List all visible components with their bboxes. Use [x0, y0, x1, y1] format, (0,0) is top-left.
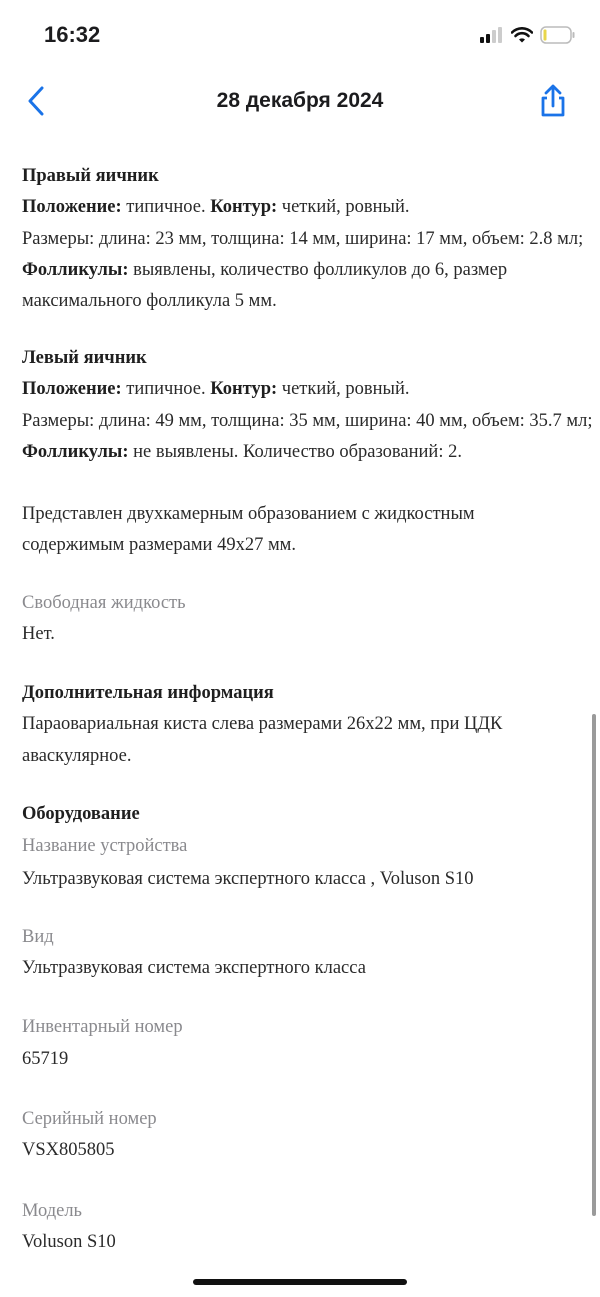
additional-info-text: Параовариальная киста слева размерами 26x22 мм, при ЦДК аваскулярное. [22, 714, 503, 766]
contour-value: четкий, ровный. [277, 197, 410, 218]
share-button[interactable] [538, 84, 568, 118]
follicles-label: Фолликулы: [22, 259, 129, 280]
field-value: 65719 [22, 1048, 69, 1069]
battery-icon [540, 26, 576, 44]
additional-info-title: Дополнительная информация [22, 683, 274, 703]
free-fluid-section [22, 588, 594, 651]
status-time: 16:32 [44, 22, 101, 47]
right-ovary-section [22, 161, 594, 317]
status-icons [480, 26, 576, 44]
field-label: Инвентарный номер [22, 1017, 183, 1038]
contour-label: Контур: [210, 197, 278, 218]
position-value: типичное. [121, 197, 211, 218]
contour-value: четкий, ровный. [277, 379, 410, 400]
page-title: 28 декабря 2024 [216, 89, 384, 112]
home-indicator[interactable] [193, 1279, 407, 1285]
field-label: Серийный номер [22, 1109, 157, 1130]
field-value: Voluson S10 [22, 1231, 116, 1252]
equipment-title: Оборудование [22, 804, 140, 824]
scrollbar[interactable] [592, 714, 596, 1216]
share-icon [538, 84, 568, 118]
right-ovary-title: Правый яичник [22, 166, 159, 186]
free-fluid-value: Нет. [22, 624, 55, 645]
sizes-text: Размеры: длина: 49 мм, толщина: 35 мм, ширина: 40 мм, объем: 35.7 мл; [22, 410, 593, 431]
additional-info-section [22, 678, 594, 772]
field-value: VSX805805 [22, 1140, 115, 1161]
follicles-value: выявлены, количество фолликулов до 6, размер максимального фолликула 5 мм. [22, 259, 508, 312]
field-label: Название устройства [22, 836, 188, 857]
formation-text: Представлен двухкамерным образованием с жидкостным содержимым размерами 49x27 мм. [22, 504, 475, 556]
field-value: Ультразвуковая система экспертного класса [22, 958, 366, 979]
left-ovary-section [22, 343, 594, 468]
follicles-label: Фолликулы: [22, 441, 129, 462]
field-label: Модель [22, 1200, 82, 1221]
position-label: Положение: [22, 197, 122, 218]
contour-label: Контур: [210, 379, 278, 400]
equipment-section [22, 799, 594, 1258]
signal-icon [480, 27, 504, 43]
field-label: Вид [22, 926, 54, 947]
sizes-text: Размеры: длина: 23 мм, толщина: 14 мм, ширина: 17 мм, объем: 2.8 мл; [22, 228, 584, 249]
position-label: Положение: [22, 379, 122, 400]
position-value: типичное. [121, 379, 211, 400]
left-ovary-title: Левый яичник [22, 348, 147, 368]
follicles-value: не выявлены. Количество образований: 2. [128, 441, 462, 462]
wifi-icon [511, 27, 533, 43]
free-fluid-label: Свободная жидкость [22, 593, 186, 613]
field-value: Ультразвуковая система экспертного класса , Voluson S10 [22, 868, 474, 889]
